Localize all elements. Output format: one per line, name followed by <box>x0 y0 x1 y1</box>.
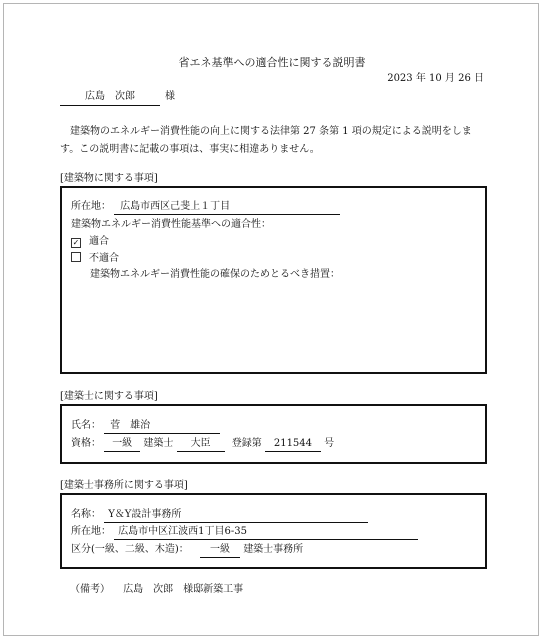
building-section-box <box>60 186 487 374</box>
office-address-row <box>71 527 418 540</box>
architect-section-box <box>60 404 487 464</box>
architect-name-label: 氏名： <box>71 420 101 431</box>
recipient-name: 広島 次郎 <box>60 92 160 106</box>
measures-label: 建築物エネルギー消費性能の確保のためとるべき措置： <box>90 269 340 280</box>
office-class-suffix: 建築士事務所 <box>243 544 304 555</box>
remarks-row <box>70 585 243 595</box>
architect-name-value: 菅 雄治 <box>104 421 220 434</box>
office-name-label: 名称： <box>71 509 101 520</box>
building-address-row <box>71 202 340 215</box>
noncomply-checkbox[interactable] <box>71 252 81 262</box>
architect-qual-grade: 一級 <box>104 439 140 452</box>
architect-qual-label: 資格： <box>71 438 101 449</box>
compliance-label: 建築物エネルギー消費性能基準への適合性： <box>71 219 271 230</box>
architect-qual-row <box>71 439 334 452</box>
building-section-header: [建築物に関する事項] <box>60 173 158 184</box>
option-comply-row <box>71 237 109 248</box>
document-date: 2023 年 10 月 26 日 <box>387 73 484 84</box>
office-address-label: 所在地： <box>71 526 111 537</box>
architect-qual-type: 建築士 <box>143 438 174 449</box>
architect-name-row <box>71 421 220 434</box>
office-name-row <box>71 510 368 523</box>
architect-reg-suffix: 号 <box>324 438 335 449</box>
office-section-header: [建築士事務所に関する事項] <box>60 480 188 491</box>
office-class-row <box>71 545 303 558</box>
architect-qual-registrar: 大臣 <box>177 439 225 452</box>
office-address-value: 広島市中区江波西1丁目6-35 <box>114 527 418 540</box>
noncomply-label: 不適合 <box>89 253 119 264</box>
intro-paragraph: 建築物のエネルギー消費性能の向上に関する法律第 27 条第 1 項の規定による説明をします。この説明書に記載の事項は、事実に相違ありません。 <box>60 126 472 155</box>
office-class-value: 一級 <box>200 545 240 558</box>
office-name-value: Y＆Y設計事務所 <box>104 510 368 523</box>
office-section-box <box>60 493 487 569</box>
building-address-value: 広島市西区己斐上１丁目 <box>114 202 340 215</box>
recipient-suffix: 様 <box>165 91 175 102</box>
architect-reg-number: 211544 <box>265 439 321 452</box>
architect-reg-label: 登録第 <box>231 438 262 449</box>
option-noncomply-row <box>71 252 119 264</box>
building-address-label: 所在地： <box>71 201 111 212</box>
architect-section-header: [建築士に関する事項] <box>60 391 158 402</box>
comply-checkbox[interactable]: ✓ <box>72 238 80 247</box>
document-title: 省エネ基準への適合性に関する説明書 <box>178 56 366 69</box>
remarks-text: 広島 次郎 様邸新築工事 <box>123 584 244 595</box>
remarks-label: （備考） <box>70 584 110 595</box>
office-class-label: 区分(一級、二級、木造)： <box>71 544 189 555</box>
comply-label: 適合 <box>89 236 109 247</box>
